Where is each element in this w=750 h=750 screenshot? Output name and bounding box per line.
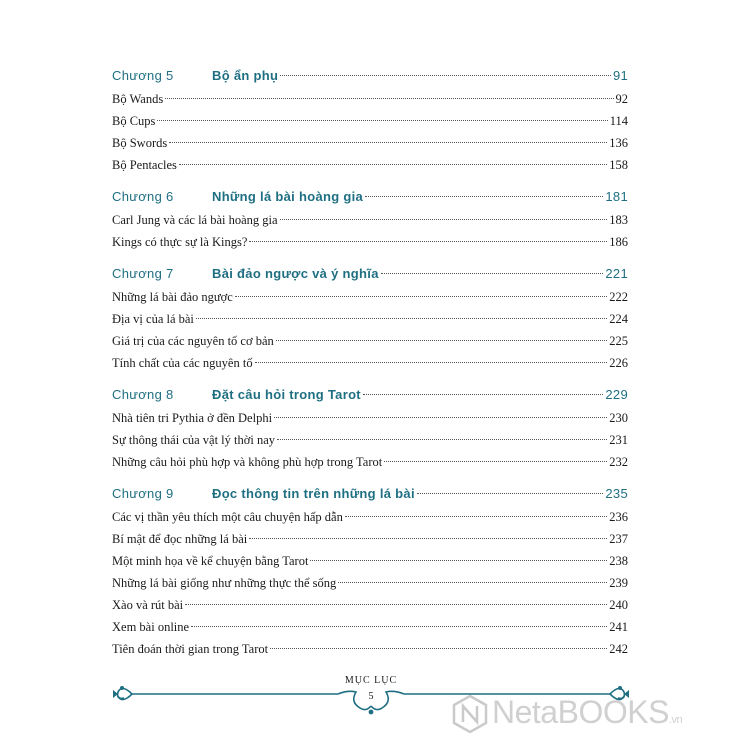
section-page: 222 bbox=[609, 290, 628, 304]
leader-dots bbox=[280, 219, 608, 220]
toc-entry[interactable] bbox=[112, 506, 628, 528]
section-title: Sự thông thái của vật lý thời nay bbox=[112, 433, 276, 447]
chapter-label: Chương 8 bbox=[112, 387, 174, 402]
section-title: Địa vị của lá bài bbox=[112, 312, 194, 326]
chapter-title: Bộ ẩn phụ bbox=[212, 68, 279, 83]
section-page: 238 bbox=[609, 554, 628, 568]
toc-entry[interactable] bbox=[112, 286, 628, 308]
chapter-page: 221 bbox=[605, 266, 628, 281]
watermark-logo-icon bbox=[452, 694, 488, 734]
leader-dots bbox=[165, 98, 613, 99]
section-page: 183 bbox=[609, 213, 628, 227]
chapter-label: Chương 5 bbox=[112, 68, 174, 83]
section-title: Giá trị của các nguyên tố cơ bản bbox=[112, 334, 274, 348]
chapter-heading[interactable] bbox=[112, 383, 628, 407]
section-title: Bộ Cups bbox=[112, 114, 156, 128]
section-page: 114 bbox=[609, 114, 628, 128]
toc-entry[interactable] bbox=[112, 209, 628, 231]
section-page: 241 bbox=[609, 620, 628, 634]
toc-entry[interactable] bbox=[112, 572, 628, 594]
toc-entry[interactable] bbox=[112, 330, 628, 352]
section-page: 224 bbox=[609, 312, 628, 326]
leader-dots bbox=[310, 560, 607, 561]
toc-entry[interactable] bbox=[112, 616, 628, 638]
chapter-page: 181 bbox=[605, 189, 628, 204]
chapter-block bbox=[112, 64, 628, 176]
section-page: 236 bbox=[609, 510, 628, 524]
toc-entry[interactable] bbox=[112, 451, 628, 473]
leader-dots bbox=[274, 417, 607, 418]
leader-dots bbox=[381, 273, 604, 274]
chapter-title: Bài đảo ngược và ý nghĩa bbox=[212, 266, 379, 281]
watermark bbox=[452, 690, 742, 740]
chapter-heading[interactable] bbox=[112, 482, 628, 506]
toc-entry[interactable] bbox=[112, 88, 628, 110]
chapter-heading[interactable] bbox=[112, 64, 628, 88]
section-page: 239 bbox=[609, 576, 628, 590]
leader-dots bbox=[345, 516, 607, 517]
section-title: Những lá bài giống như những thực thể sống bbox=[112, 576, 337, 590]
chapter-label: Chương 9 bbox=[112, 486, 174, 501]
section-title: Những câu hỏi phù hợp và không phù hợp trong Tarot bbox=[112, 455, 383, 469]
chapter-block bbox=[112, 482, 628, 660]
chapter-page: 91 bbox=[612, 68, 628, 83]
footer-title: MỤC LỤC bbox=[344, 675, 398, 686]
leader-dots bbox=[384, 461, 607, 462]
leader-dots bbox=[235, 296, 607, 297]
leader-dots bbox=[179, 164, 607, 165]
section-title: Carl Jung và các lá bài hoàng gia bbox=[112, 213, 278, 227]
section-page: 237 bbox=[609, 532, 628, 546]
leader-dots bbox=[276, 340, 608, 341]
toc-entry[interactable] bbox=[112, 429, 628, 451]
section-page: 231 bbox=[609, 433, 628, 447]
section-title: Các vị thần yêu thích một câu chuyện hấp dẫn bbox=[112, 510, 343, 524]
section-title: Nhà tiên tri Pythia ở đền Delphi bbox=[112, 411, 273, 425]
chapter-heading[interactable] bbox=[112, 185, 628, 209]
chapter-title: Đọc thông tin trên những lá bài bbox=[212, 486, 415, 501]
section-title: Những lá bài đảo ngược bbox=[112, 290, 233, 304]
leader-dots bbox=[255, 362, 608, 363]
section-title: Bí mật để đọc những lá bài bbox=[112, 532, 248, 546]
section-page: 136 bbox=[609, 136, 628, 150]
section-page: 92 bbox=[615, 92, 628, 106]
chapter-label: Chương 6 bbox=[112, 189, 174, 204]
leader-dots bbox=[270, 648, 607, 649]
section-page: 158 bbox=[609, 158, 628, 172]
chapter-title: Những lá bài hoàng gia bbox=[212, 189, 364, 204]
section-title: Bộ Swords bbox=[112, 136, 168, 150]
leader-dots bbox=[280, 75, 611, 76]
section-title: Bộ Pentacles bbox=[112, 158, 177, 172]
leader-dots bbox=[363, 394, 603, 395]
section-page: 186 bbox=[609, 235, 628, 249]
leader-dots bbox=[277, 439, 607, 440]
toc-entry[interactable] bbox=[112, 110, 628, 132]
section-title: Một minh họa về kể chuyện bằng Tarot bbox=[112, 554, 309, 568]
watermark-text: NetaBOOKS.vn bbox=[492, 694, 683, 730]
toc-entry[interactable] bbox=[112, 308, 628, 330]
leader-dots bbox=[169, 142, 607, 143]
section-title: Bộ Wands bbox=[112, 92, 164, 106]
toc-entry[interactable] bbox=[112, 550, 628, 572]
chapter-page: 229 bbox=[605, 387, 628, 402]
chapter-label: Chương 7 bbox=[112, 266, 174, 281]
toc-entry[interactable] bbox=[112, 132, 628, 154]
chapter-page: 235 bbox=[605, 486, 628, 501]
section-page: 230 bbox=[609, 411, 628, 425]
table-of-contents bbox=[112, 64, 628, 669]
chapter-block bbox=[112, 383, 628, 473]
leader-dots bbox=[417, 493, 604, 494]
chapter-block bbox=[112, 262, 628, 374]
chapter-heading[interactable] bbox=[112, 262, 628, 286]
section-title: Tính chất của các nguyên tố bbox=[112, 356, 253, 370]
section-page: 240 bbox=[609, 598, 628, 612]
section-title: Xào và rút bài bbox=[112, 598, 184, 612]
toc-entry[interactable] bbox=[112, 528, 628, 550]
leader-dots bbox=[338, 582, 607, 583]
toc-entry[interactable] bbox=[112, 407, 628, 429]
toc-entry[interactable] bbox=[112, 594, 628, 616]
leader-dots bbox=[249, 538, 607, 539]
section-title: Tiên đoán thời gian trong Tarot bbox=[112, 642, 269, 656]
leader-dots bbox=[365, 196, 603, 197]
leader-dots bbox=[196, 318, 607, 319]
chapter-title: Đặt câu hỏi trong Tarot bbox=[212, 387, 361, 402]
toc-entry[interactable] bbox=[112, 352, 628, 374]
toc-entry[interactable] bbox=[112, 638, 628, 660]
leader-dots bbox=[185, 604, 607, 605]
section-title: Kings có thực sự là Kings? bbox=[112, 235, 248, 249]
toc-entry[interactable] bbox=[112, 231, 628, 253]
section-page: 242 bbox=[609, 642, 628, 656]
leader-dots bbox=[249, 241, 607, 242]
leader-dots bbox=[157, 120, 607, 121]
section-title: Xem bài online bbox=[112, 620, 190, 634]
toc-entry[interactable] bbox=[112, 154, 628, 176]
chapter-block bbox=[112, 185, 628, 253]
section-page: 226 bbox=[609, 356, 628, 370]
leader-dots bbox=[191, 626, 607, 627]
section-page: 232 bbox=[609, 455, 628, 469]
section-page: 225 bbox=[609, 334, 628, 348]
page-number: 5 bbox=[368, 691, 374, 702]
